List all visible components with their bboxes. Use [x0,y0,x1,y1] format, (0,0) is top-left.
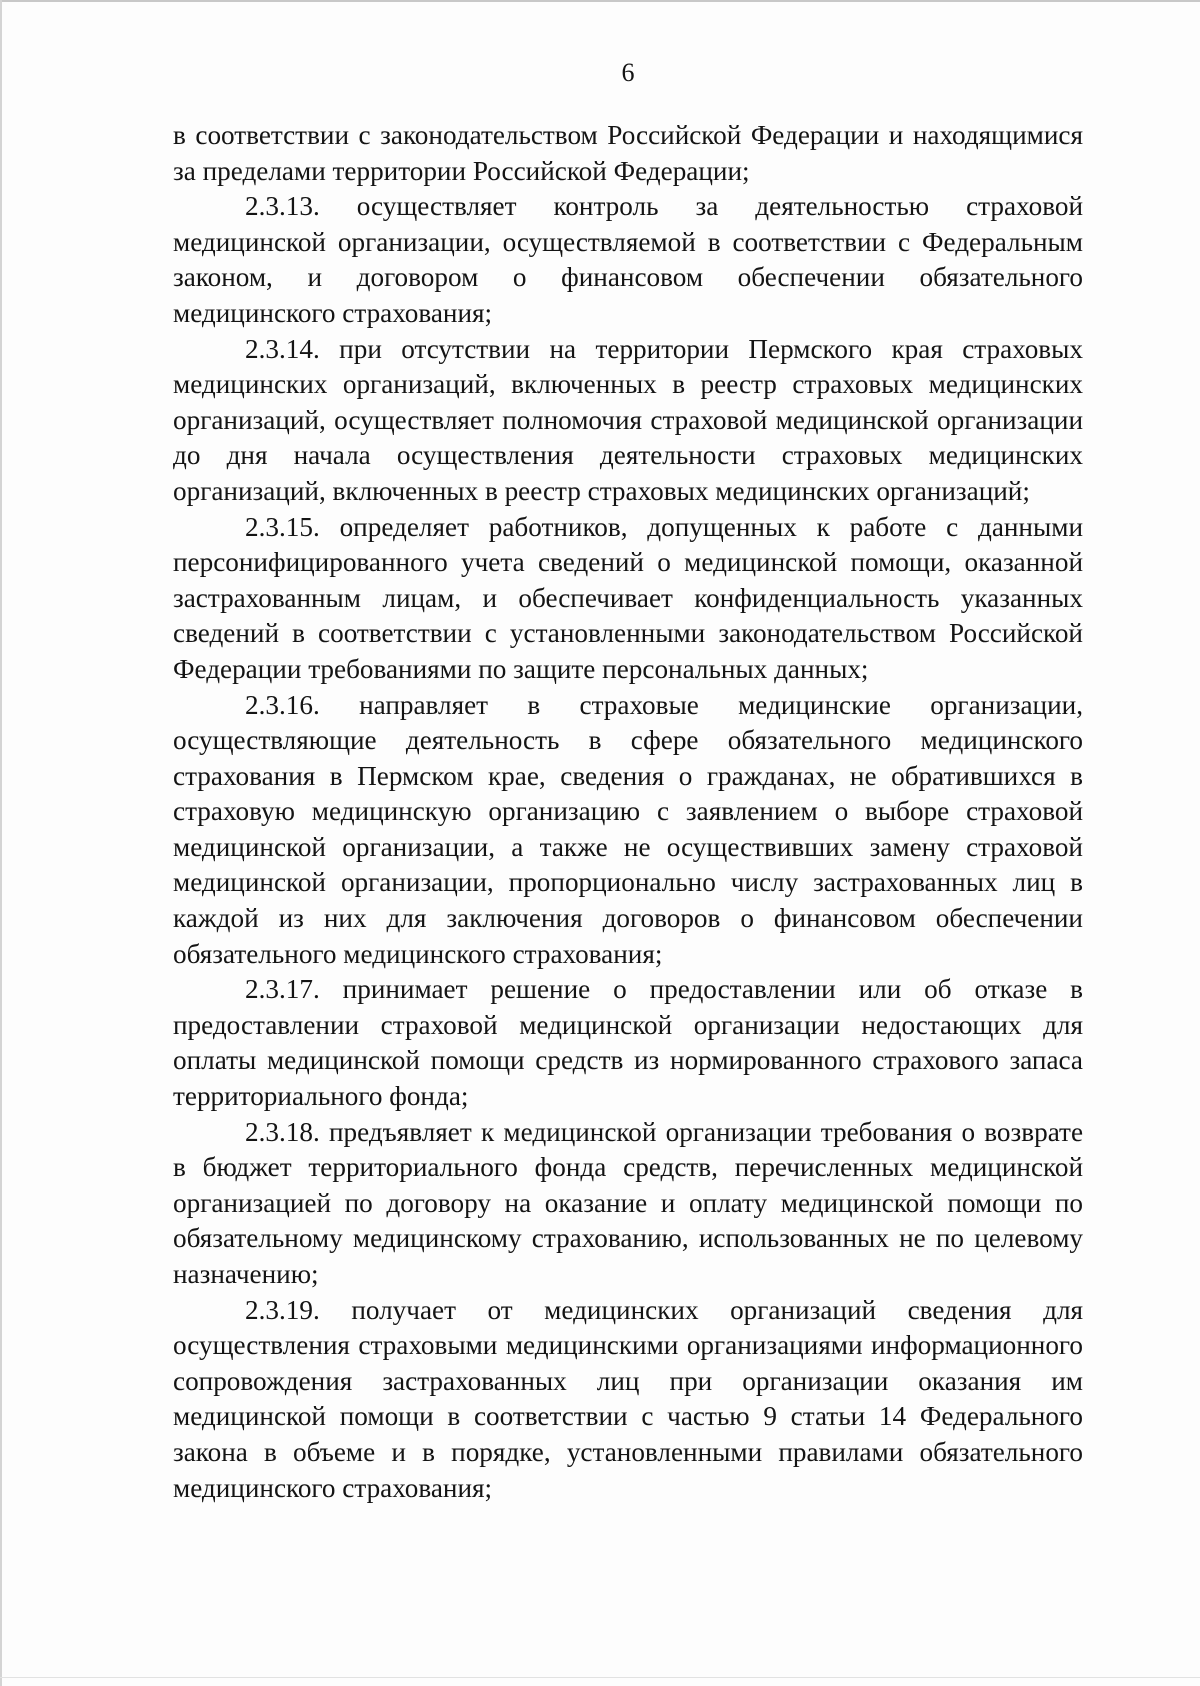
paragraph-text: при отсутствии на территории Пермского края страховых медицинских организаций, включенных в реестр страховых медицинских организаций, осуществляет полномочия страховой медицинской организации до дня начала осуществления деятельности страховых медицинских организаций, включенных в реестр страховых медицинских организаций; [173,333,1084,506]
paragraph-number: 2.3.15. [245,511,320,542]
paragraph-number: 2.3.18. [245,1116,320,1147]
paragraph-2-3-14 [173,332,1083,510]
paragraph-text: получает от медицинских организаций сведения для осуществления страховыми медицинскими организациями информационного сопровождения застрахованных лиц при организации оказания им медицинской помощи в соответствии с частью 9 статьи 14 Федерального закона в объеме и в порядке, установленными правилами обязательного медицинского страхования; [173,1294,1084,1503]
paragraph-number: 2.3.17. [245,974,320,1005]
scan-edge-top [0,0,1200,2]
paragraph-text: предъявляет к медицинской организации требования о возврате в бюджет территориального фонда средств, перечисленных медицинской организацией по договору на оказание и оплату медицинской помощи по обязательному медицинскому страхованию, использованных не по целевому назначению; [173,1116,1084,1289]
scan-edge-left [0,0,2,1686]
page-number: 6 [621,58,635,87]
paragraph-number: 2.3.13. [245,191,320,222]
paragraph-text: определяет работников, допущенных к работе с данными персонифицированного учета сведений о медицинской помощи, оказанной застрахованным лицам, и обеспечивает конфиденциальность указанных сведений в соответствии с установленными законодательством Российской Федерации требованиями по защите персональных данных; [173,511,1084,684]
paragraph-2-3-16 [173,688,1083,973]
paragraph-number: 2.3.14. [245,333,320,364]
paragraph-2-3-13 [173,189,1083,331]
document-body [173,118,1083,1506]
paragraph-number: 2.3.16. [245,689,320,720]
scan-edge-bottom [0,1677,1200,1678]
paragraph-text: осуществляет контроль за деятельностью страховой медицинской организации, осуществляемой в соответствии с Федеральным законом, и договором о финансовом обеспечении обязательного медицинского страхования; [173,191,1083,328]
paragraph-2-3-15 [173,510,1083,688]
paragraph-text: принимает решение о предоставлении или об отказе в предоставлении страховой медицинской организации недостающих для оплаты медицинской помощи средств из нормированного страхового запаса территориального фонда; [173,974,1084,1112]
paragraph-number: 2.3.19. [245,1294,320,1325]
paragraph-2-3-19 [173,1293,1083,1507]
paragraph-text: в соответствии с законодательством Российской Федерации и находящимися за пределами территории Российской Федерации; [173,120,1083,186]
paragraph-text: направляет в страховые медицинские организации, осуществляющие деятельность в сфере обязательного медицинского страхования в Пермском крае, сведения о гражданах, не обратившихся в страховую медицинскую организацию с заявлением о выборе страховой медицинской организации, а также не осуществивших замену страховой медицинской организации, пропорционально числу застрахованных лиц в каждой из них для заключения договоров о финансовом обеспечении обязательного медицинского страхования; [173,689,1083,969]
paragraph-continuation [173,118,1083,189]
paragraph-2-3-18 [173,1115,1083,1293]
paragraph-2-3-17 [173,972,1083,1114]
